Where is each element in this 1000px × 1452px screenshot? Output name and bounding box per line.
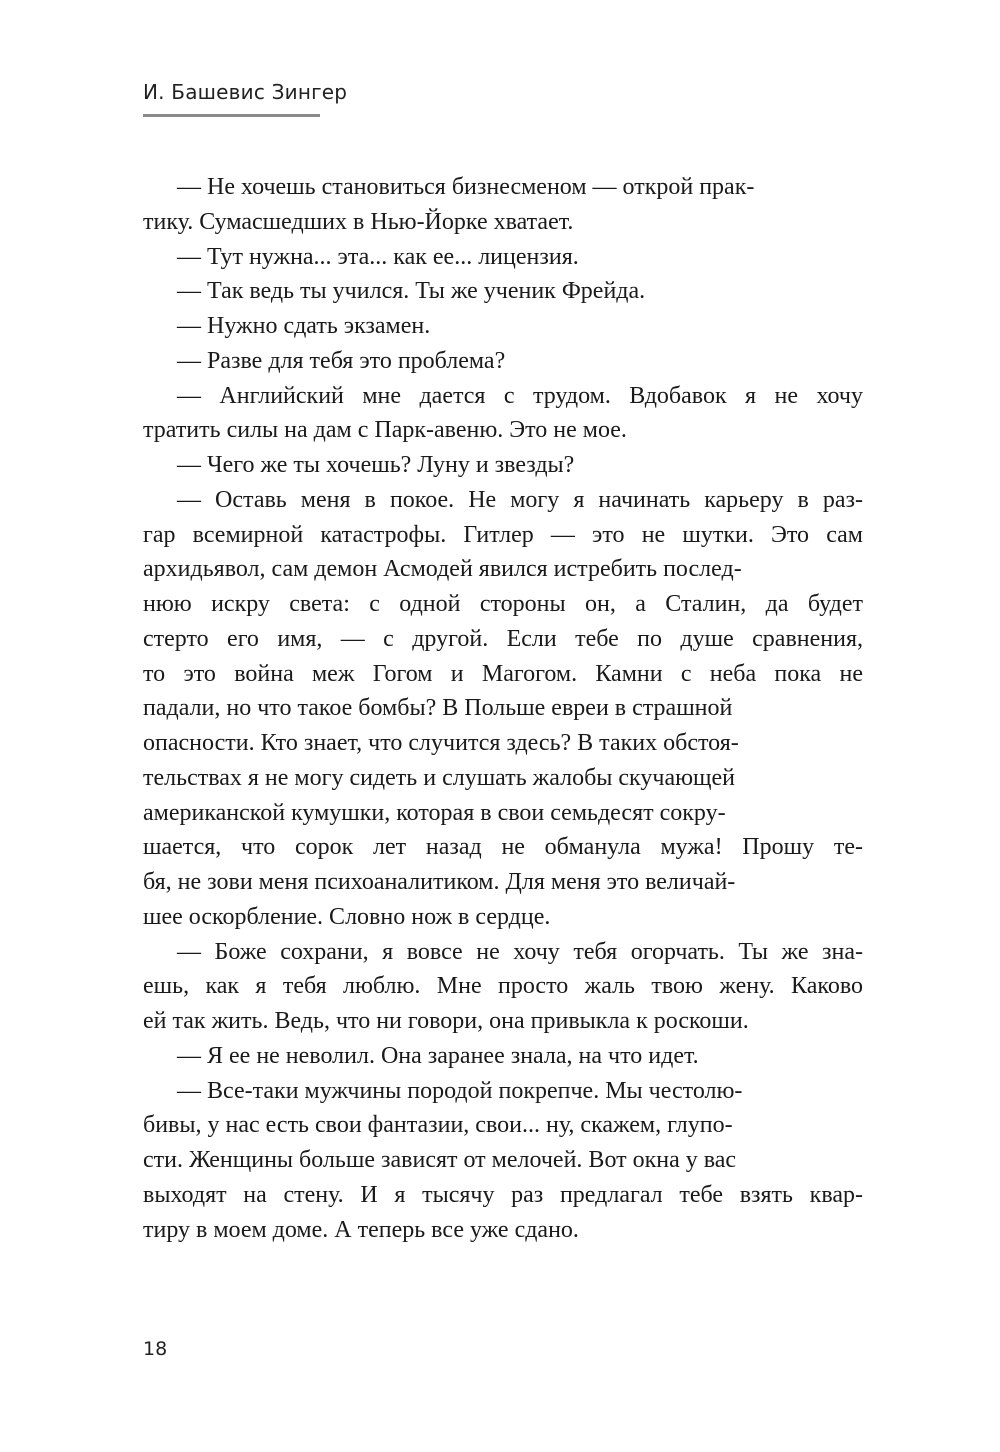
text-line: гар всемирной катастрофы. Гитлер — это не шутки. Это сам xyxy=(143,521,863,548)
text-line: — Не хочешь становиться бизнесменом — открой прак- xyxy=(177,174,755,200)
text-line: шее оскорбление. Словно нож в сердце. xyxy=(143,903,551,930)
text-line: — Нужно сдать экзамен. xyxy=(177,313,431,339)
text-line: — Все-таки мужчины породой покрепче. Мы честолю- xyxy=(177,1077,743,1104)
text-line: — Английский мне дается с трудом. Вдобавок я не хочу xyxy=(177,382,863,409)
text-line: ей так жить. Ведь, что ни говори, она привыкла к роскоши. xyxy=(143,1008,749,1034)
text-line: бя, не зови меня психоаналитиком. Для меня это величай- xyxy=(143,869,736,895)
text-line: тику. Сумасшедших в Нью-Йорке хватает. xyxy=(143,208,574,235)
text-line: шается, что сорок лет назад не обманула мужа! Прошу те- xyxy=(143,834,863,861)
text-line: ешь, как я тебя люблю. Мне просто жаль твою жену. Каково xyxy=(143,973,863,1000)
text-line: — Чего же ты хочешь? Луну и звезды? xyxy=(177,452,575,478)
text-line: — Так ведь ты учился. Ты же ученик Фрейда. xyxy=(177,278,646,305)
text-line: нюю искру света: с одной стороны он, а Сталин, да будет xyxy=(143,591,863,617)
body-text xyxy=(143,170,863,1247)
text-line: сти. Женщины больше зависят от мелочей. Вот окна у вас xyxy=(143,1147,737,1173)
text-line: стерто его имя, — с другой. Если тебе по душе сравнения, xyxy=(143,625,863,652)
text-line: — Боже сохрани, я вовсе не хочу тебя огорчать. Ты же зна- xyxy=(177,938,863,965)
text-line: падали, но что такое бомбы? В Польше евреи в страшной xyxy=(143,695,733,722)
text-line: архидьявол, сам демон Асмодей явился истребить послед- xyxy=(143,556,742,583)
text-line: опасности. Кто знает, что случится здесь? В таких обстоя- xyxy=(143,730,739,756)
text-line: — Оставь меня в покое. Не могу я начинать карьеру в раз- xyxy=(177,486,863,513)
text-line: — Я ее не неволил. Она заранее знала, на что идет. xyxy=(177,1042,699,1069)
text-line: то это война меж Гогом и Магогом. Камни с неба пока не xyxy=(143,660,863,687)
page-number: 18 xyxy=(143,1338,168,1360)
running-head: И. Башевис Зингер xyxy=(143,80,348,104)
text-line: бивы, у нас есть свои фантазии, свои... ну, скажем, глупо- xyxy=(143,1112,733,1139)
text-line: — Тут нужна... эта... как ее... лицензия. xyxy=(177,243,579,270)
text-line: выходят на стену. И я тысячу раз предлагал тебе взять квар- xyxy=(143,1181,863,1208)
text-line: тельствах я не могу сидеть и слушать жалобы скучающей xyxy=(143,764,736,791)
text-line: тиру в моем доме. А теперь все уже сдано. xyxy=(143,1216,579,1243)
running-head-rule xyxy=(143,114,320,117)
text-line: американской кумушки, которая в свои семьдесят сокру- xyxy=(143,799,726,826)
text-line: — Разве для тебя это проблема? xyxy=(177,347,506,374)
text-line: тратить силы на дам с Парк-авеню. Это не мое. xyxy=(143,417,627,444)
